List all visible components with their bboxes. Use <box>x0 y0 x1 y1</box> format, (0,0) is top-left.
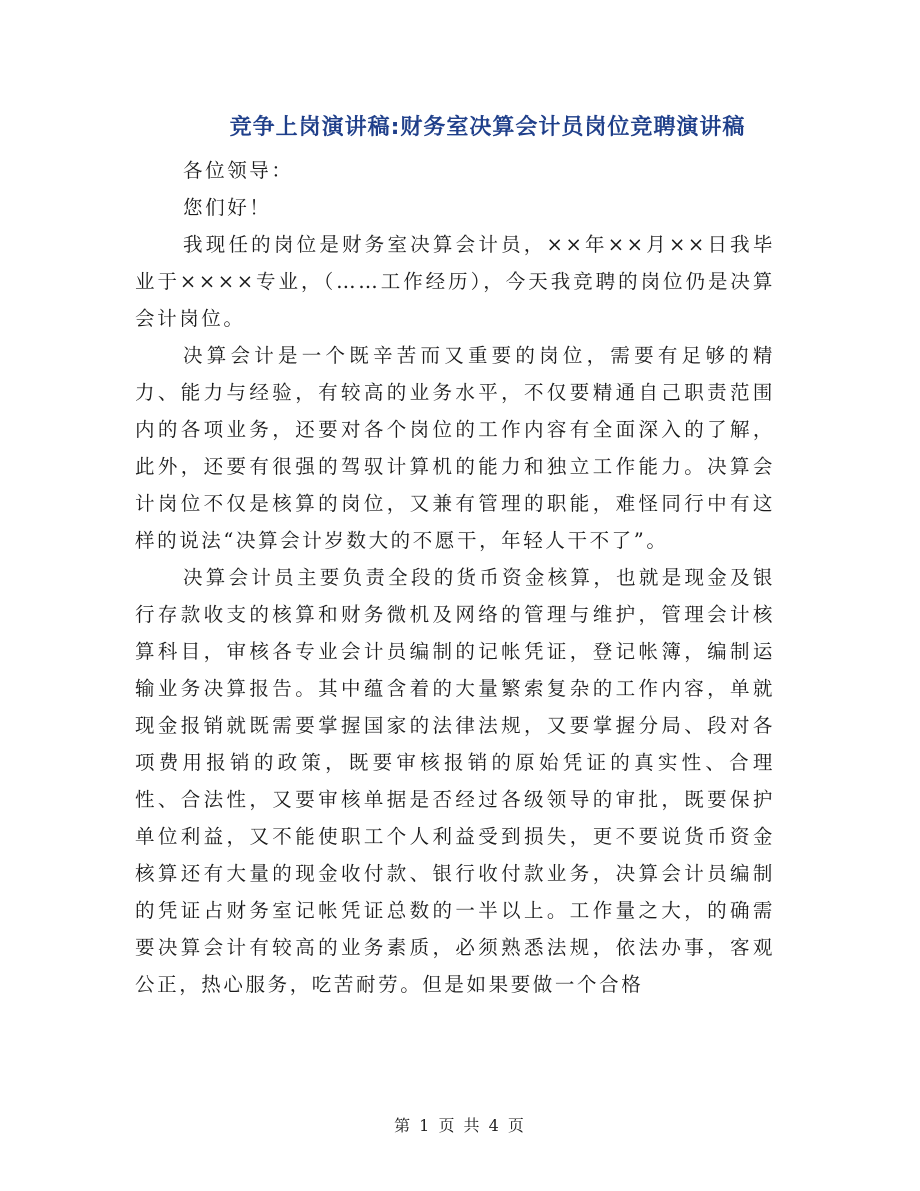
salutation: 各位领导： <box>183 159 294 182</box>
page-indicator: 第 1 页 共 4 页 <box>394 1116 526 1135</box>
paragraph-3: 决算会计员主要负责全段的货币资金核算，也就是现金及银行存款收支的核算和财务微机及网络的管理与维护，管理会计核算科目，审核各专业会计员编制的记帐凭证，登记帐簿，编制运输业务决算报告。其中蕴含着的大量繁索复杂的工作内容，单就现金报销就既需要掌握国家的法律法规，又要掌握分局、段对各项费用报销的政策，既要审核报销的原始凭证的真实性、合理性、合法性，又要审核单据是否经过各级领导的审批，既要保护单位利益，又不能使职工个人利益受到损失，更不要说货币资金核算还有大量的现金收付款、银行收付款业务，决算会计员编制的凭证占财务室记帐凭证总数的一半以上。工作量之大，的确需要决算会计有较高的业务素质，必须熟悉法规，依法办事，客观公正，热心服务，吃苦耐劳。但是如果要做一个合格 <box>135 566 775 996</box>
greeting: 您们好！ <box>183 196 272 219</box>
document-body <box>135 152 775 1003</box>
paragraph-1: 我现任的岗位是财务室决算会计员，××年××月××日我毕业于××××专业，（……工作经历），今天我竞聘的岗位仍是决算会计岗位。 <box>135 233 775 330</box>
document-title: 竞争上岗演讲稿:财务室决算会计员岗位竞聘演讲稿 <box>229 115 746 140</box>
paragraph-2: 决算会计是一个既辛苦而又重要的岗位，需要有足够的精力、能力与经验，有较高的业务水平，不仅要精通自己职责范围内的各项业务，还要对各个岗位的工作内容有全面深入的了解，此外，还要有很强的驾驭计算机的能力和独立工作能力。决算会计岗位不仅是核算的岗位，又兼有管理的职能，难怪同行中有这样的说法“决算会计岁数大的不愿干，年轻人干不了”。 <box>135 344 775 552</box>
